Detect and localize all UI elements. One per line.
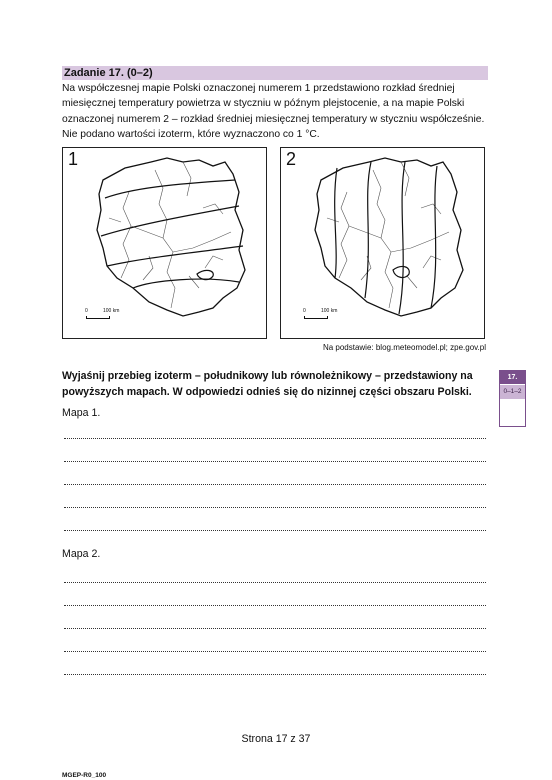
score-box [499, 370, 526, 427]
answer-line[interactable] [64, 628, 486, 629]
scale-label: 100 km [103, 308, 120, 314]
answer-line[interactable] [64, 651, 486, 652]
answer-line[interactable] [64, 507, 486, 508]
source-note: Na podstawie: blog.meteomodel.pl; zpe.gov.pl [322, 343, 486, 352]
answer-label-map-1: Mapa 1. [62, 407, 101, 419]
scale-zero: 0 [85, 308, 88, 314]
answer-line[interactable] [64, 461, 486, 462]
map-1-drawing [63, 148, 268, 340]
answer-line[interactable] [64, 582, 486, 583]
page-number: Strona 17 z 37 [241, 733, 311, 745]
scale-zero: 0 [303, 308, 306, 314]
map-number: 2 [286, 149, 297, 169]
answer-line[interactable] [64, 438, 486, 439]
answer-label-map-2: Mapa 2. [62, 548, 101, 560]
answer-line[interactable] [64, 674, 486, 675]
map-2-drawing [281, 148, 486, 340]
question-text: Wyjaśnij przebieg izoterm – południkowy lub równoleżnikowy – przedstawiony na powyższych mapach. W odpowiedzi odnieś się do nizinnej części obszaru Polski. [62, 370, 473, 398]
scale-bar [86, 316, 110, 319]
map-number: 1 [68, 149, 79, 169]
scale-bar [304, 316, 328, 319]
answer-line[interactable] [64, 530, 486, 531]
answer-line[interactable] [64, 484, 486, 485]
task-number-badge: 17. [500, 371, 525, 384]
document-code: MGEP-R0_100 [62, 772, 107, 779]
map-2 [280, 147, 485, 339]
answer-line[interactable] [64, 605, 486, 606]
scale-label: 100 km [321, 308, 338, 314]
task-intro: Na współczesnej mapie Polski oznaczonej numerem 1 przedstawiono rozkład średniej miesięcznej temperatury powietrza w styczniu w późnym plejstocenie, a na mapie Polski oznaczonej numerem 2 – rozkład średniej miesięcznej temperatury w styczniu współcześnie. Nie podano wartości izoterm, które wyznaczono co 1 °C. [62, 83, 485, 141]
map-1 [62, 147, 267, 339]
score-scale: 0–1–2 [500, 384, 525, 399]
task-header: Zadanie 17. (0–2) [62, 66, 488, 80]
